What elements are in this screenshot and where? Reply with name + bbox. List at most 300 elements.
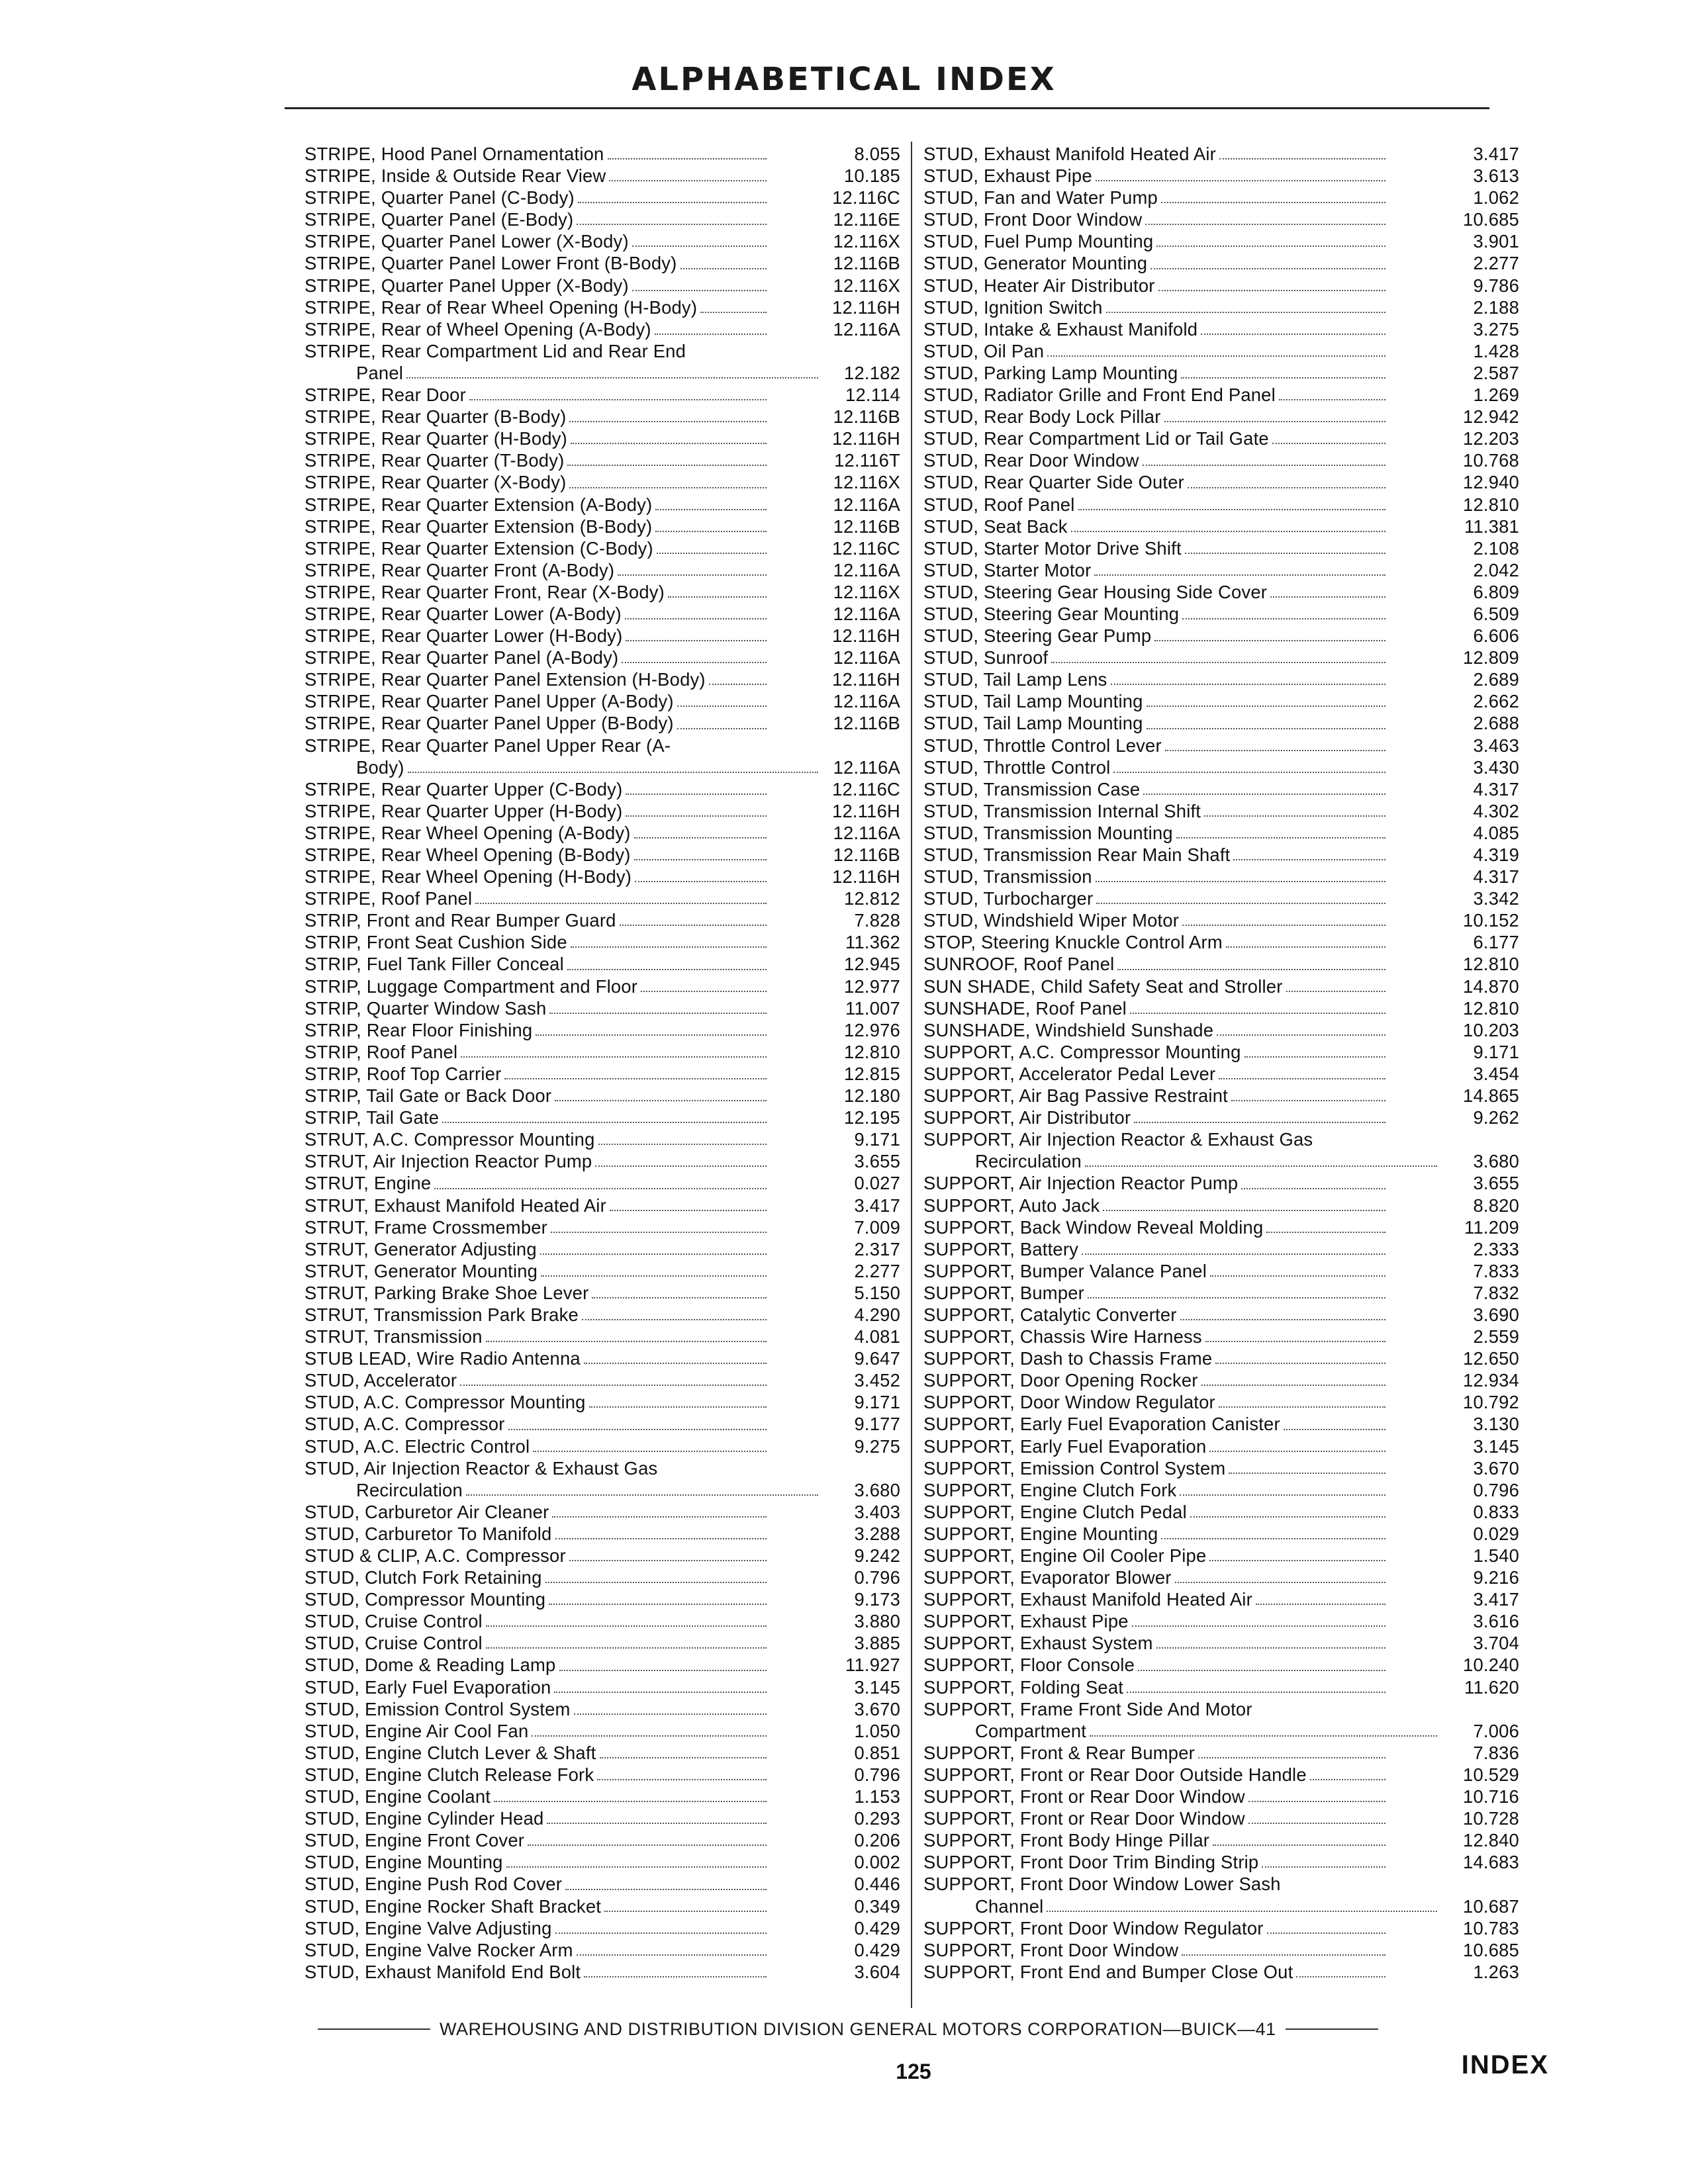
entry-page-ref: 12.116A [833, 559, 900, 580]
entry-text: STUD, Steering Gear Pump [923, 625, 1152, 647]
index-entry [923, 581, 1519, 603]
index-entry [923, 756, 1519, 778]
entry-text: STRUT, Generator Mounting [305, 1260, 538, 1281]
entry-text: STRUT, Frame Crossmember [305, 1216, 548, 1238]
index-entry [305, 1041, 900, 1063]
index-entry [305, 1764, 900, 1786]
entry-text: STRUT, Transmission Park Brake [305, 1304, 579, 1325]
entry-page-ref: 3.655 [854, 1151, 900, 1172]
entry-text: STUD, Sunroof [923, 647, 1049, 668]
leader-dots [1266, 1232, 1385, 1233]
entry-text: SUNROOF, Roof Panel [923, 954, 1115, 975]
index-entry [305, 1698, 900, 1720]
entry-text: STUD, Engine Push Rod Cover [305, 1874, 563, 1895]
leader-dots [494, 1801, 767, 1802]
entry-page-ref: 4.302 [1473, 800, 1519, 821]
entry-page-ref: 3.680 [1473, 1151, 1519, 1172]
entry-page-ref: 2.333 [1473, 1238, 1519, 1259]
leader-dots [571, 443, 767, 444]
index-entry [923, 165, 1519, 187]
entry-text: STUD, Windshield Wiper Motor [923, 910, 1180, 931]
leader-dots [1161, 1538, 1385, 1539]
index-entry [923, 800, 1519, 822]
leader-dots [469, 399, 767, 400]
entry-page-ref: 11.927 [845, 1655, 900, 1676]
leader-dots [1272, 443, 1385, 444]
index-entry [305, 1238, 900, 1260]
entry-text: STRIPE, Rear Quarter (H-Body) [305, 428, 567, 449]
index-entry [923, 494, 1519, 516]
index-entry [305, 1939, 900, 1961]
entry-text: STUD, Transmission Case [923, 778, 1141, 799]
index-entry [305, 909, 900, 931]
index-entry [923, 866, 1519, 887]
leader-dots [626, 815, 767, 817]
index-entry [305, 1654, 900, 1676]
entry-text: STUD & CLIP, A.C. Compressor [305, 1545, 566, 1566]
index-entry [305, 1545, 900, 1567]
entry-text: SUPPORT, Bumper [923, 1282, 1085, 1303]
entry-page-ref: 3.670 [1473, 1457, 1519, 1479]
leader-dots [547, 1823, 767, 1824]
entry-text: SUPPORT, Folding Seat [923, 1676, 1124, 1698]
index-entry [305, 187, 900, 208]
entry-page-ref: 1.153 [854, 1786, 900, 1807]
index-entry [923, 953, 1519, 975]
entry-text: SUPPORT, Front End and Bumper Close Out [923, 1961, 1293, 1982]
entry-page-ref: 3.145 [854, 1676, 900, 1698]
entry-page-ref: 12.116A [833, 822, 900, 843]
index-entry [305, 1457, 900, 1501]
entry-page-ref: 0.796 [1473, 1479, 1519, 1500]
entry-page-ref: 3.463 [1473, 735, 1519, 756]
index-entry [923, 1041, 1519, 1063]
leader-dots [1138, 1670, 1385, 1671]
index-entry [305, 712, 900, 734]
entry-page-ref: 12.116A [833, 647, 900, 668]
leader-dots [1103, 1210, 1385, 1211]
entry-text: STRIP, Quarter Window Sash [305, 997, 547, 1019]
entry-page-ref: 6.509 [1473, 603, 1519, 624]
leader-dots [555, 1538, 767, 1539]
entry-text: STRUT, Transmission [305, 1326, 483, 1347]
entry-text: STUD, Engine Rocker Shaft Bracket [305, 1895, 602, 1917]
entry-text: SUPPORT, Front Door Window Lower Sash [923, 1874, 1281, 1895]
index-entry [305, 537, 900, 559]
index-entry [305, 1107, 900, 1128]
index-entry [305, 1063, 900, 1085]
entry-text: SUPPORT, Front or Rear Door Window [923, 1786, 1245, 1807]
entry-text: SUNSHADE, Windshield Sunshade [923, 1019, 1214, 1040]
page-title: ALPHABETICAL INDEX [632, 61, 1056, 98]
entry-page-ref: 4.319 [1473, 844, 1519, 865]
entry-page-ref: 12.116X [833, 275, 900, 296]
index-entry [923, 1435, 1519, 1457]
entry-text: STRIPE, Rear of Rear Wheel Opening (H-Body) [305, 296, 698, 318]
index-entry [923, 1523, 1519, 1545]
index-entry [305, 1413, 900, 1435]
index-entry [305, 1216, 900, 1238]
index-entry [923, 143, 1519, 165]
leader-dots [632, 246, 767, 247]
entry-page-ref: 4.317 [1473, 778, 1519, 799]
entry-text: SUPPORT, Early Fuel Evaporation [923, 1435, 1207, 1457]
leader-dots [508, 1429, 767, 1430]
index-entry [305, 603, 900, 625]
index-entry [923, 252, 1519, 274]
leader-dots [577, 224, 767, 225]
leader-dots [569, 1560, 767, 1561]
entry-text: STUD, Engine Valve Adjusting [305, 1917, 552, 1938]
entry-text: STUD, Roof Panel [923, 494, 1075, 515]
entry-text: STRIPE, Rear of Wheel Opening (A-Body) [305, 318, 651, 340]
index-entry [923, 1391, 1519, 1413]
entry-text: SUPPORT, Battery [923, 1238, 1079, 1259]
entry-text: STRIPE, Quarter Panel Lower (X-Body) [305, 231, 629, 252]
entry-page-ref: 10.185 [844, 165, 900, 187]
entry-text: SUPPORT, Door Window Regulator [923, 1392, 1215, 1413]
entry-text: SUNSHADE, Roof Panel [923, 997, 1127, 1019]
entry-text: STUD, A.C. Compressor [305, 1414, 505, 1435]
entry-page-ref: 2.587 [1473, 362, 1519, 383]
entry-page-ref: 12.942 [1463, 406, 1519, 428]
leader-dots [1182, 925, 1385, 926]
index-entry [305, 1195, 900, 1216]
entry-page-ref: 12.116C [832, 778, 900, 799]
leader-dots [1161, 202, 1385, 203]
entry-page-ref: 2.317 [854, 1238, 900, 1259]
index-column-right [923, 143, 1519, 1983]
entry-page-ref: 10.203 [1463, 1019, 1519, 1040]
entry-page-ref: 4.290 [854, 1304, 900, 1325]
leader-dots [1215, 1363, 1385, 1364]
entry-text: STUD, Transmission [923, 866, 1092, 887]
leader-dots [536, 1034, 767, 1036]
index-entry [305, 296, 900, 318]
leader-dots [406, 377, 818, 379]
leader-dots [1145, 224, 1385, 225]
entry-page-ref: 9.262 [1473, 1107, 1519, 1128]
leader-dots [541, 1275, 767, 1277]
entry-page-ref: 10.783 [1463, 1917, 1519, 1938]
index-entry [923, 1567, 1519, 1588]
entry-page-ref: 3.655 [1473, 1173, 1519, 1194]
entry-page-ref: 3.885 [854, 1633, 900, 1654]
entry-text: STUD, Throttle Control [923, 756, 1111, 778]
leader-dots [1181, 377, 1385, 379]
leader-dots [442, 1122, 767, 1123]
entry-page-ref: 12.116H [832, 669, 900, 690]
entry-page-ref: 9.173 [854, 1589, 900, 1610]
index-entry [923, 1195, 1519, 1216]
section-label: INDEX [1461, 2050, 1549, 2079]
entry-text: SUPPORT, Auto Jack [923, 1195, 1100, 1216]
entry-text: STRUT, Generator Adjusting [305, 1238, 537, 1259]
leader-dots [1078, 509, 1385, 510]
leader-dots [1284, 1429, 1385, 1430]
leader-dots [1085, 1165, 1437, 1167]
entry-text: STRIPE, Rear Quarter Front (A-Body) [305, 559, 615, 580]
entry-page-ref: 12.116H [832, 800, 900, 821]
leader-dots [1127, 1692, 1385, 1693]
leader-dots [551, 1232, 767, 1233]
index-entry [923, 187, 1519, 208]
entry-page-ref: 3.670 [854, 1698, 900, 1719]
leader-dots [584, 1363, 767, 1364]
leader-dots [598, 1144, 767, 1145]
leader-dots [700, 312, 767, 313]
entry-text: STUD, Cruise Control [305, 1633, 483, 1654]
entry-page-ref: 3.417 [854, 1195, 900, 1216]
index-entry [305, 647, 900, 668]
entry-page-ref: 12.116C [832, 537, 900, 559]
entry-text: STUD, A.C. Compressor Mounting [305, 1392, 586, 1413]
entry-page-ref: 12.116B [833, 253, 900, 274]
index-entry [305, 1304, 900, 1326]
entry-text: STRIPE, Quarter Panel (E-Body) [305, 209, 574, 230]
entry-text: STUD, Steering Gear Housing Side Cover [923, 581, 1268, 602]
leader-dots [1231, 1100, 1385, 1101]
entry-page-ref: 9.275 [854, 1435, 900, 1457]
entry-text: STUD, Tail Lamp Mounting [923, 713, 1143, 734]
leader-dots [532, 1735, 767, 1737]
index-entry [305, 1851, 900, 1873]
entry-page-ref: 3.454 [1473, 1063, 1519, 1084]
entry-page-ref: 10.792 [1463, 1392, 1519, 1413]
entry-text: STUD, Cruise Control [305, 1611, 483, 1632]
entry-text: SUPPORT, Chassis Wire Harness [923, 1326, 1202, 1347]
entry-page-ref: 12.116H [832, 428, 900, 449]
title-underline [285, 107, 1489, 109]
leader-dots [1198, 1757, 1385, 1758]
index-entry [923, 1172, 1519, 1194]
index-entry [923, 822, 1519, 844]
entry-text: SUPPORT, Front Door Window Regulator [923, 1917, 1264, 1938]
entry-page-ref: 0.206 [854, 1830, 900, 1851]
entry-page-ref: 0.851 [854, 1742, 900, 1763]
entry-page-ref: 10.685 [1463, 1939, 1519, 1960]
index-entry [923, 647, 1519, 668]
entry-text-continued: Panel [356, 362, 404, 383]
entry-page-ref: 9.171 [854, 1392, 900, 1413]
index-entry [923, 1457, 1519, 1479]
entry-text: STUD, Rear Body Lock Pillar [923, 406, 1161, 428]
entry-text: STRIPE, Rear Wheel Opening (A-Body) [305, 822, 631, 843]
index-entry [923, 1107, 1519, 1128]
entry-text: STUD, Emission Control System [305, 1698, 571, 1719]
entry-page-ref: 12.116H [832, 866, 900, 887]
entry-page-ref: 12.934 [1463, 1370, 1519, 1391]
leader-dots [635, 881, 767, 882]
entry-page-ref: 9.216 [1473, 1567, 1519, 1588]
leader-dots [709, 684, 767, 685]
index-entry [923, 603, 1519, 625]
index-entry [923, 735, 1519, 756]
entry-text: STUD, Engine Valve Rocker Arm [305, 1939, 573, 1960]
index-entry [923, 1873, 1519, 1917]
leader-dots [1134, 1122, 1385, 1123]
entry-text: STRIPE, Rear Quarter Panel Upper Rear (A- [305, 735, 671, 756]
index-entry [923, 1917, 1519, 1939]
entry-text: SUPPORT, Exhaust System [923, 1633, 1153, 1654]
leader-dots [641, 991, 767, 992]
entry-page-ref: 4.081 [854, 1326, 900, 1347]
index-entry [923, 362, 1519, 384]
index-entry [923, 1304, 1519, 1326]
index-entry [923, 712, 1519, 734]
leader-dots [1176, 837, 1385, 839]
entry-text: STRIPE, Rear Quarter Extension (C-Body) [305, 537, 653, 559]
leader-dots [554, 1692, 767, 1693]
entry-text: STUD, Fuel Pump Mounting [923, 231, 1154, 252]
leader-dots [466, 1494, 818, 1496]
entry-text: STUD, Intake & Exhaust Manifold [923, 318, 1198, 340]
entry-page-ref: 3.604 [854, 1961, 900, 1982]
index-entry [923, 471, 1519, 493]
entry-text: STUD, Turbocharger [923, 888, 1094, 909]
entry-page-ref: 1.263 [1473, 1961, 1519, 1982]
entry-text: STUD, Starter Motor Drive Shift [923, 537, 1182, 559]
entry-page-ref: 7.836 [1473, 1742, 1519, 1763]
leader-dots [626, 794, 767, 795]
entry-text: STRUT, A.C. Compressor Mounting [305, 1129, 595, 1150]
index-entry [923, 1347, 1519, 1369]
leader-dots [528, 1844, 767, 1846]
leader-dots [1209, 1451, 1385, 1452]
entry-text: STUD, Clutch Fork Retaining [305, 1567, 542, 1588]
index-entry [923, 296, 1519, 318]
entry-text: STRIPE, Quarter Panel Lower Front (B-Body) [305, 253, 677, 274]
entry-page-ref: 12.976 [844, 1019, 900, 1040]
leader-dots [506, 1866, 767, 1868]
index-entry [305, 318, 900, 340]
leader-dots [1090, 1735, 1437, 1737]
entry-page-ref: 7.833 [1473, 1260, 1519, 1281]
index-entry [923, 1545, 1519, 1567]
entry-page-ref: 6.606 [1473, 625, 1519, 647]
leader-dots [1204, 815, 1385, 817]
index-entry [923, 1238, 1519, 1260]
entry-page-ref: 12.977 [844, 976, 900, 997]
index-entry [305, 1391, 900, 1413]
entry-page-ref: 3.417 [1473, 144, 1519, 164]
index-entry [923, 1632, 1519, 1654]
index-entry [305, 1632, 900, 1654]
entry-page-ref: 5.150 [854, 1282, 900, 1303]
index-entry [923, 1588, 1519, 1610]
index-entry [305, 822, 900, 844]
index-entry [923, 1019, 1519, 1041]
index-entry [305, 1369, 900, 1391]
entry-text: STUD, Front Door Window [923, 209, 1143, 230]
index-entry [305, 1523, 900, 1545]
leader-dots [592, 1297, 767, 1298]
leader-dots [552, 1516, 767, 1518]
entry-page-ref: 12.116B [833, 844, 900, 865]
entry-page-ref: 10.529 [1463, 1764, 1519, 1785]
index-entry [305, 1150, 900, 1172]
leader-dots [504, 1078, 767, 1079]
index-entry [923, 1829, 1519, 1851]
leader-dots [549, 1604, 767, 1605]
entry-text: STRIPE, Rear Door [305, 385, 466, 406]
entry-page-ref: 4.317 [1473, 866, 1519, 887]
entry-page-ref: 2.688 [1473, 713, 1519, 734]
entry-text: SUPPORT, Air Distributor [923, 1107, 1131, 1128]
entry-text: STRIPE, Rear Quarter (X-Body) [305, 472, 567, 493]
index-entry [923, 1369, 1519, 1391]
entry-page-ref: 1.540 [1473, 1545, 1519, 1566]
entry-text: STRIPE, Rear Compartment Lid and Rear End [305, 340, 686, 361]
entry-text: SUPPORT, Evaporator Blower [923, 1567, 1172, 1588]
leader-dots [533, 1451, 767, 1452]
entry-page-ref: 12.116B [833, 713, 900, 734]
index-entry [305, 844, 900, 866]
entry-page-ref: 12.116A [833, 756, 900, 778]
leader-dots [1180, 1494, 1385, 1496]
entry-page-ref: 2.559 [1473, 1326, 1519, 1347]
leader-dots [1071, 531, 1385, 532]
index-entry [305, 1895, 900, 1917]
leader-dots [1117, 969, 1385, 970]
index-entry [923, 931, 1519, 953]
entry-page-ref: 3.613 [1473, 165, 1519, 187]
entry-page-ref: 3.342 [1473, 888, 1519, 909]
entry-text: STRIPE, Rear Quarter Panel Extension (H-Body) [305, 669, 706, 690]
index-entry [305, 976, 900, 997]
leader-dots [1047, 355, 1385, 357]
entry-text: SUPPORT, Floor Console [923, 1655, 1135, 1676]
entry-page-ref: 7.009 [854, 1216, 900, 1238]
index-entry [305, 1435, 900, 1457]
entry-page-ref: 0.833 [1473, 1501, 1519, 1522]
entry-page-ref: 9.171 [854, 1129, 900, 1150]
entry-text: STUD, Transmission Internal Shift [923, 800, 1201, 821]
leader-dots [1175, 1582, 1385, 1583]
entry-page-ref: 10.716 [1463, 1786, 1519, 1807]
leader-dots [569, 487, 767, 488]
entry-text: STUD, Starter Motor [923, 559, 1092, 580]
index-entry [923, 690, 1519, 712]
index-entry [305, 887, 900, 909]
leader-dots [1229, 1473, 1385, 1474]
index-entry [305, 1610, 900, 1632]
entry-text: STUD, Exhaust Manifold Heated Air [923, 144, 1217, 164]
entry-page-ref: 12.114 [845, 385, 900, 406]
leader-dots [1262, 1866, 1385, 1868]
entry-text: STRIP, Luggage Compartment and Floor [305, 976, 638, 997]
entry-page-ref: 12.116T [834, 450, 900, 471]
leader-dots [655, 509, 767, 510]
index-entry [305, 581, 900, 603]
entry-text: STUD, A.C. Electric Control [305, 1435, 530, 1457]
entry-text: STRIPE, Rear Quarter Upper (C-Body) [305, 778, 623, 799]
entry-page-ref: 10.240 [1463, 1655, 1519, 1676]
entry-text: SUPPORT, Front Body Hinge Pillar [923, 1830, 1210, 1851]
entry-page-ref: 12.182 [844, 362, 900, 383]
entry-text: STRIPE, Rear Quarter Extension (A-Body) [305, 494, 653, 515]
entry-page-ref: 0.796 [854, 1567, 900, 1588]
leader-dots [1188, 487, 1385, 488]
index-entry [923, 208, 1519, 230]
entry-page-ref: 12.809 [1463, 647, 1519, 668]
entry-text: STRUT, Air Injection Reactor Pump [305, 1151, 592, 1172]
index-entry [305, 1567, 900, 1588]
entry-text: STRIPE, Hood Panel Ornamentation [305, 144, 604, 164]
entry-text: STRIPE, Rear Quarter Lower (A-Body) [305, 603, 622, 624]
index-entry [305, 625, 900, 647]
column-divider [911, 142, 912, 2008]
